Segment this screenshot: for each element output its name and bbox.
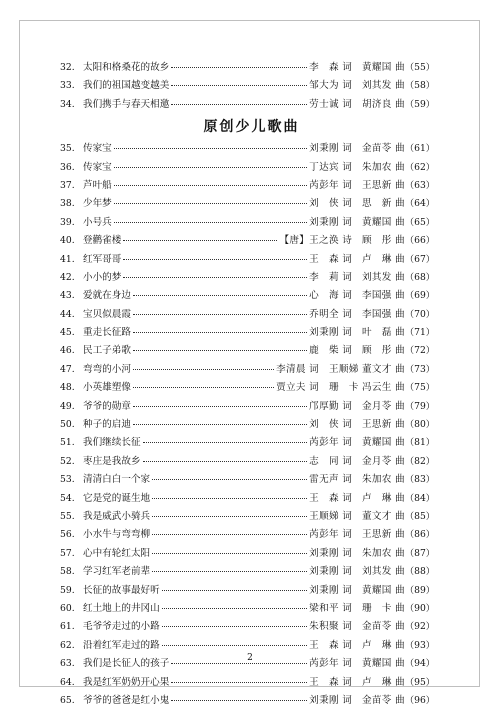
entry-credits: 刘秉刚 词 黄耀国 曲 xyxy=(309,584,405,596)
entry-page: （64） xyxy=(404,198,435,210)
toc-entry xyxy=(60,674,435,692)
entry-number: 63. xyxy=(60,658,75,670)
entry-title: 毛爷爷走过的小路 xyxy=(83,621,160,633)
entry-page: （72） xyxy=(404,345,435,357)
entry-number: 47. xyxy=(60,363,75,375)
entry-credits: 刘秉刚 词 金苗苓 曲 xyxy=(309,694,405,706)
dot-leader xyxy=(152,489,307,499)
table-of-contents xyxy=(60,59,435,710)
dot-leader xyxy=(133,286,307,296)
entry-page: （85） xyxy=(404,510,435,522)
entry-credits: 乔明全 词 李国强 曲 xyxy=(309,308,405,320)
entry-page: （69） xyxy=(404,290,435,302)
entry-title: 我们的祖国越变越美 xyxy=(83,80,170,92)
entry-page: （80） xyxy=(404,419,435,431)
toc-entry xyxy=(60,177,435,195)
entry-number: 39. xyxy=(60,216,75,228)
entry-number: 50. xyxy=(60,419,75,431)
entry-title: 心中有轮红太阳 xyxy=(83,547,151,559)
entry-title: 我是红军奶奶开心果 xyxy=(83,676,170,688)
entry-title: 它是党的诞生地 xyxy=(83,492,151,504)
entry-title: 沿着红军走过的路 xyxy=(83,639,160,651)
entry-page: （90） xyxy=(404,602,435,614)
toc-entry xyxy=(60,214,435,232)
dot-leader xyxy=(143,433,308,443)
entry-title: 爷爷的爸爸是红小鬼 xyxy=(83,694,170,706)
entry-title: 传家宝 xyxy=(83,143,112,155)
entry-credits: 刘秉刚 词 金苗苓 曲 xyxy=(309,143,405,155)
entry-credits: 刘 侠 词 思 新 曲 xyxy=(309,198,405,210)
entry-page: （71） xyxy=(404,327,435,339)
entry-number: 38. xyxy=(60,198,75,210)
entry-number: 35. xyxy=(60,143,75,155)
entry-page: （73） xyxy=(404,363,435,375)
entry-number: 57. xyxy=(60,547,75,559)
entry-page: （88） xyxy=(404,566,435,578)
dot-leader xyxy=(133,415,307,425)
entry-number: 59. xyxy=(60,584,75,596)
entry-title: 民工子弟歌 xyxy=(83,345,131,357)
entry-title: 小号兵 xyxy=(83,216,112,228)
toc-entry xyxy=(60,471,435,489)
toc-entry xyxy=(60,508,435,526)
toc-entry xyxy=(60,453,435,471)
entry-credits: 芮彭年 词 王思新 曲 xyxy=(309,179,405,191)
dot-leader xyxy=(171,58,307,68)
toc-entry xyxy=(60,379,435,397)
toc-entry xyxy=(60,600,435,618)
entry-title: 我们继续长征 xyxy=(83,437,141,449)
entry-title: 重走长征路 xyxy=(83,327,131,339)
entry-credits: 李 森 词 黄耀国 曲 xyxy=(309,62,405,73)
entry-credits: 邝厚勤 词 金月苓 曲 xyxy=(309,400,405,412)
entry-title: 小水牛与弯弯柳 xyxy=(83,529,151,541)
entry-page: （61） xyxy=(404,143,435,155)
section-heading: 原创少儿歌曲 xyxy=(203,119,300,136)
entry-number: 33. xyxy=(60,80,75,92)
entry-title: 红土地上的井冈山 xyxy=(83,602,160,614)
entry-number: 44. xyxy=(60,308,75,320)
toc-entry xyxy=(60,342,435,360)
entry-credits: 刘秉刚 词 朱加农 曲 xyxy=(309,547,405,559)
dot-leader xyxy=(123,268,307,278)
entry-credits: 李 莉 词 刘其发 曲 xyxy=(309,271,405,283)
entry-credits: 志 同 词 金月苓 曲 xyxy=(309,455,405,467)
entry-page: （93） xyxy=(404,639,435,651)
entry-title: 爱就在身边 xyxy=(83,290,131,302)
entry-number: 34. xyxy=(60,98,75,110)
entry-page: （82） xyxy=(404,455,435,467)
entry-credits: 朱积聚 词 金苗苓 曲 xyxy=(309,621,405,633)
entry-credits: 王 森 词 卢 琳 曲 xyxy=(309,676,405,688)
entry-number: 37. xyxy=(60,179,75,191)
entry-number: 61. xyxy=(60,621,75,633)
toc-entry xyxy=(60,398,435,416)
entry-number: 42. xyxy=(60,271,75,283)
entry-title: 我们携手与春天相邀 xyxy=(83,98,170,110)
dot-leader xyxy=(152,525,307,535)
toc-entry xyxy=(60,490,435,508)
dot-leader xyxy=(171,673,307,683)
entry-credits: 邹大为 词 刘其发 曲 xyxy=(309,80,405,92)
entry-page: （55） xyxy=(404,62,435,73)
entry-page: （63） xyxy=(404,179,435,191)
entry-number: 53. xyxy=(60,474,75,486)
entry-credits: 芮彭年 词 黄耀国 曲 xyxy=(309,437,405,449)
toc-entry xyxy=(60,159,435,177)
dot-leader xyxy=(152,544,307,554)
entry-credits: 芮彭年 词 王思新 曲 xyxy=(309,529,405,541)
dot-leader xyxy=(114,158,307,168)
entry-credits: 王顺娣 词 董文才 曲 xyxy=(309,510,405,522)
dot-leader xyxy=(114,213,307,223)
entry-title: 太阳和格桑花的故乡 xyxy=(83,62,170,73)
toc-entry xyxy=(60,77,435,95)
entry-title: 种子的启迪 xyxy=(83,419,131,431)
dot-leader xyxy=(162,599,307,609)
entry-title: 爷爷的勋章 xyxy=(83,400,131,412)
entry-page: （84） xyxy=(404,492,435,504)
entry-title: 我是威武小骑兵 xyxy=(83,510,151,522)
toc-entry xyxy=(60,545,435,563)
dot-leader xyxy=(133,378,274,388)
toc-list-main xyxy=(60,140,435,710)
entry-number: 52. xyxy=(60,455,75,467)
entry-number: 58. xyxy=(60,566,75,578)
page-number: 2 xyxy=(247,653,253,663)
entry-number: 36. xyxy=(60,161,75,173)
entry-credits: 鹿 柴 词 顾 彤 曲 xyxy=(309,345,405,357)
entry-credits: 梁和平 词 珊 卡 曲 xyxy=(309,602,405,614)
dot-leader xyxy=(133,323,307,333)
toc-entry xyxy=(60,563,435,581)
dot-leader xyxy=(133,397,307,407)
entry-page: （75） xyxy=(404,382,435,394)
dot-leader xyxy=(171,691,307,701)
entry-title: 少年梦 xyxy=(83,198,112,210)
toc-entry xyxy=(60,96,435,114)
toc-entry xyxy=(60,287,435,305)
toc-entry xyxy=(60,361,435,379)
dot-leader xyxy=(152,470,307,480)
entry-number: 56. xyxy=(60,529,75,541)
dot-leader xyxy=(162,636,307,646)
entry-page: （89） xyxy=(404,584,435,596)
dot-leader xyxy=(162,581,307,591)
entry-number: 54. xyxy=(60,492,75,504)
toc-entry xyxy=(60,434,435,452)
entry-number: 62. xyxy=(60,639,75,651)
entry-title: 学习红军老前辈 xyxy=(83,566,151,578)
entry-page: （68） xyxy=(404,271,435,283)
entry-page: （65） xyxy=(404,216,435,228)
dot-leader xyxy=(152,562,307,572)
entry-page: （86） xyxy=(404,529,435,541)
entry-page: （59） xyxy=(404,98,435,110)
entry-credits: 贾立夫 词 珊 卡 冯云生 曲 xyxy=(276,382,405,394)
entry-number: 51. xyxy=(60,437,75,449)
entry-title: 弯弯的小河 xyxy=(83,363,131,375)
entry-credits: 王 森 词 卢 琳 曲 xyxy=(309,639,405,651)
toc-entry xyxy=(60,582,435,600)
dot-leader xyxy=(123,250,307,260)
toc-entry xyxy=(60,232,435,250)
dot-leader xyxy=(114,176,307,186)
entry-title: 小英雄塑像 xyxy=(83,382,131,394)
entry-number: 60. xyxy=(60,602,75,614)
entry-number: 65. xyxy=(60,694,75,706)
entry-credits: 芮彭年 词 黄耀国 曲 xyxy=(309,658,405,670)
entry-page: （62） xyxy=(404,161,435,173)
entry-page: （96） xyxy=(404,694,435,706)
entry-page: （81） xyxy=(404,437,435,449)
entry-page: （70） xyxy=(404,308,435,320)
entry-credits: 刘秉刚 词 刘其发 曲 xyxy=(309,566,405,578)
entry-title: 红军哥哥 xyxy=(83,253,122,265)
entry-title: 小小的梦 xyxy=(83,271,122,283)
dot-leader xyxy=(171,95,307,105)
entry-page: （83） xyxy=(404,474,435,486)
entry-title: 芦叶船 xyxy=(83,179,112,191)
entry-title: 长征的故事最好听 xyxy=(83,584,160,596)
toc-entry xyxy=(60,251,435,269)
toc-entry xyxy=(60,195,435,213)
entry-title: 我们是长征人的孩子 xyxy=(83,658,170,670)
entry-number: 55. xyxy=(60,510,75,522)
entry-page: （79） xyxy=(404,400,435,412)
entry-page: （58） xyxy=(404,80,435,92)
entry-number: 32. xyxy=(60,62,75,73)
entry-page: （67） xyxy=(404,253,435,265)
entry-title: 传家宝 xyxy=(83,161,112,173)
entry-credits: 心 海 词 李国强 曲 xyxy=(309,290,405,302)
entry-page: （66） xyxy=(404,235,435,247)
toc-entry xyxy=(60,416,435,434)
entry-credits: 刘 侠 词 王思新 曲 xyxy=(309,419,405,431)
dot-leader xyxy=(114,139,307,149)
entry-number: 43. xyxy=(60,290,75,302)
entry-title: 枣庄是我故乡 xyxy=(83,455,141,467)
entry-credits: 李清晨 词 王顺娣 董文才 曲 xyxy=(276,363,405,375)
entry-title: 清清白白一个家 xyxy=(83,474,151,486)
toc-entry xyxy=(60,692,435,710)
dot-leader xyxy=(133,360,274,370)
entry-number: 40. xyxy=(60,235,75,247)
entry-credits: 王 森 词 卢 琳 曲 xyxy=(309,253,405,265)
toc-list-top xyxy=(60,59,435,114)
dot-leader xyxy=(114,194,307,204)
dot-leader xyxy=(123,231,277,241)
dot-leader xyxy=(133,341,307,351)
entry-number: 41. xyxy=(60,253,75,265)
dot-leader xyxy=(133,305,307,315)
toc-entry xyxy=(60,618,435,636)
toc-entry xyxy=(60,306,435,324)
entry-page: （94） xyxy=(404,658,435,670)
entry-credits: 劳士诚 词 胡济良 曲 xyxy=(309,98,405,110)
toc-entry xyxy=(60,140,435,158)
entry-page: （92） xyxy=(404,621,435,633)
dot-leader xyxy=(152,507,307,517)
entry-credits: 王 森 词 卢 琳 曲 xyxy=(309,492,405,504)
entry-credits: 【唐】王之涣 诗 顾 彤 曲 xyxy=(279,235,405,247)
entry-credits: 刘秉刚 词 叶 磊 曲 xyxy=(309,327,405,339)
entry-credits: 雷无声 词 朱加农 曲 xyxy=(309,474,405,486)
toc-entry xyxy=(60,269,435,287)
entry-number: 49. xyxy=(60,400,75,412)
entry-page: （87） xyxy=(404,547,435,559)
entry-page: （95） xyxy=(404,676,435,688)
toc-entry xyxy=(60,526,435,544)
entry-number: 48. xyxy=(60,382,75,394)
entry-credits: 刘秉刚 词 黄耀国 曲 xyxy=(309,216,405,228)
entry-title: 登鹳雀楼 xyxy=(83,235,122,247)
entry-title: 宝贝似晨霞 xyxy=(83,308,131,320)
dot-leader xyxy=(171,76,307,86)
dot-leader xyxy=(143,452,308,462)
entry-number: 46. xyxy=(60,345,75,357)
toc-entry xyxy=(60,324,435,342)
dot-leader xyxy=(162,617,307,627)
entry-credits: 丁达宾 词 朱加农 曲 xyxy=(309,161,405,173)
entry-number: 64. xyxy=(60,676,75,688)
entry-number: 45. xyxy=(60,327,75,339)
toc-entry xyxy=(60,59,435,77)
